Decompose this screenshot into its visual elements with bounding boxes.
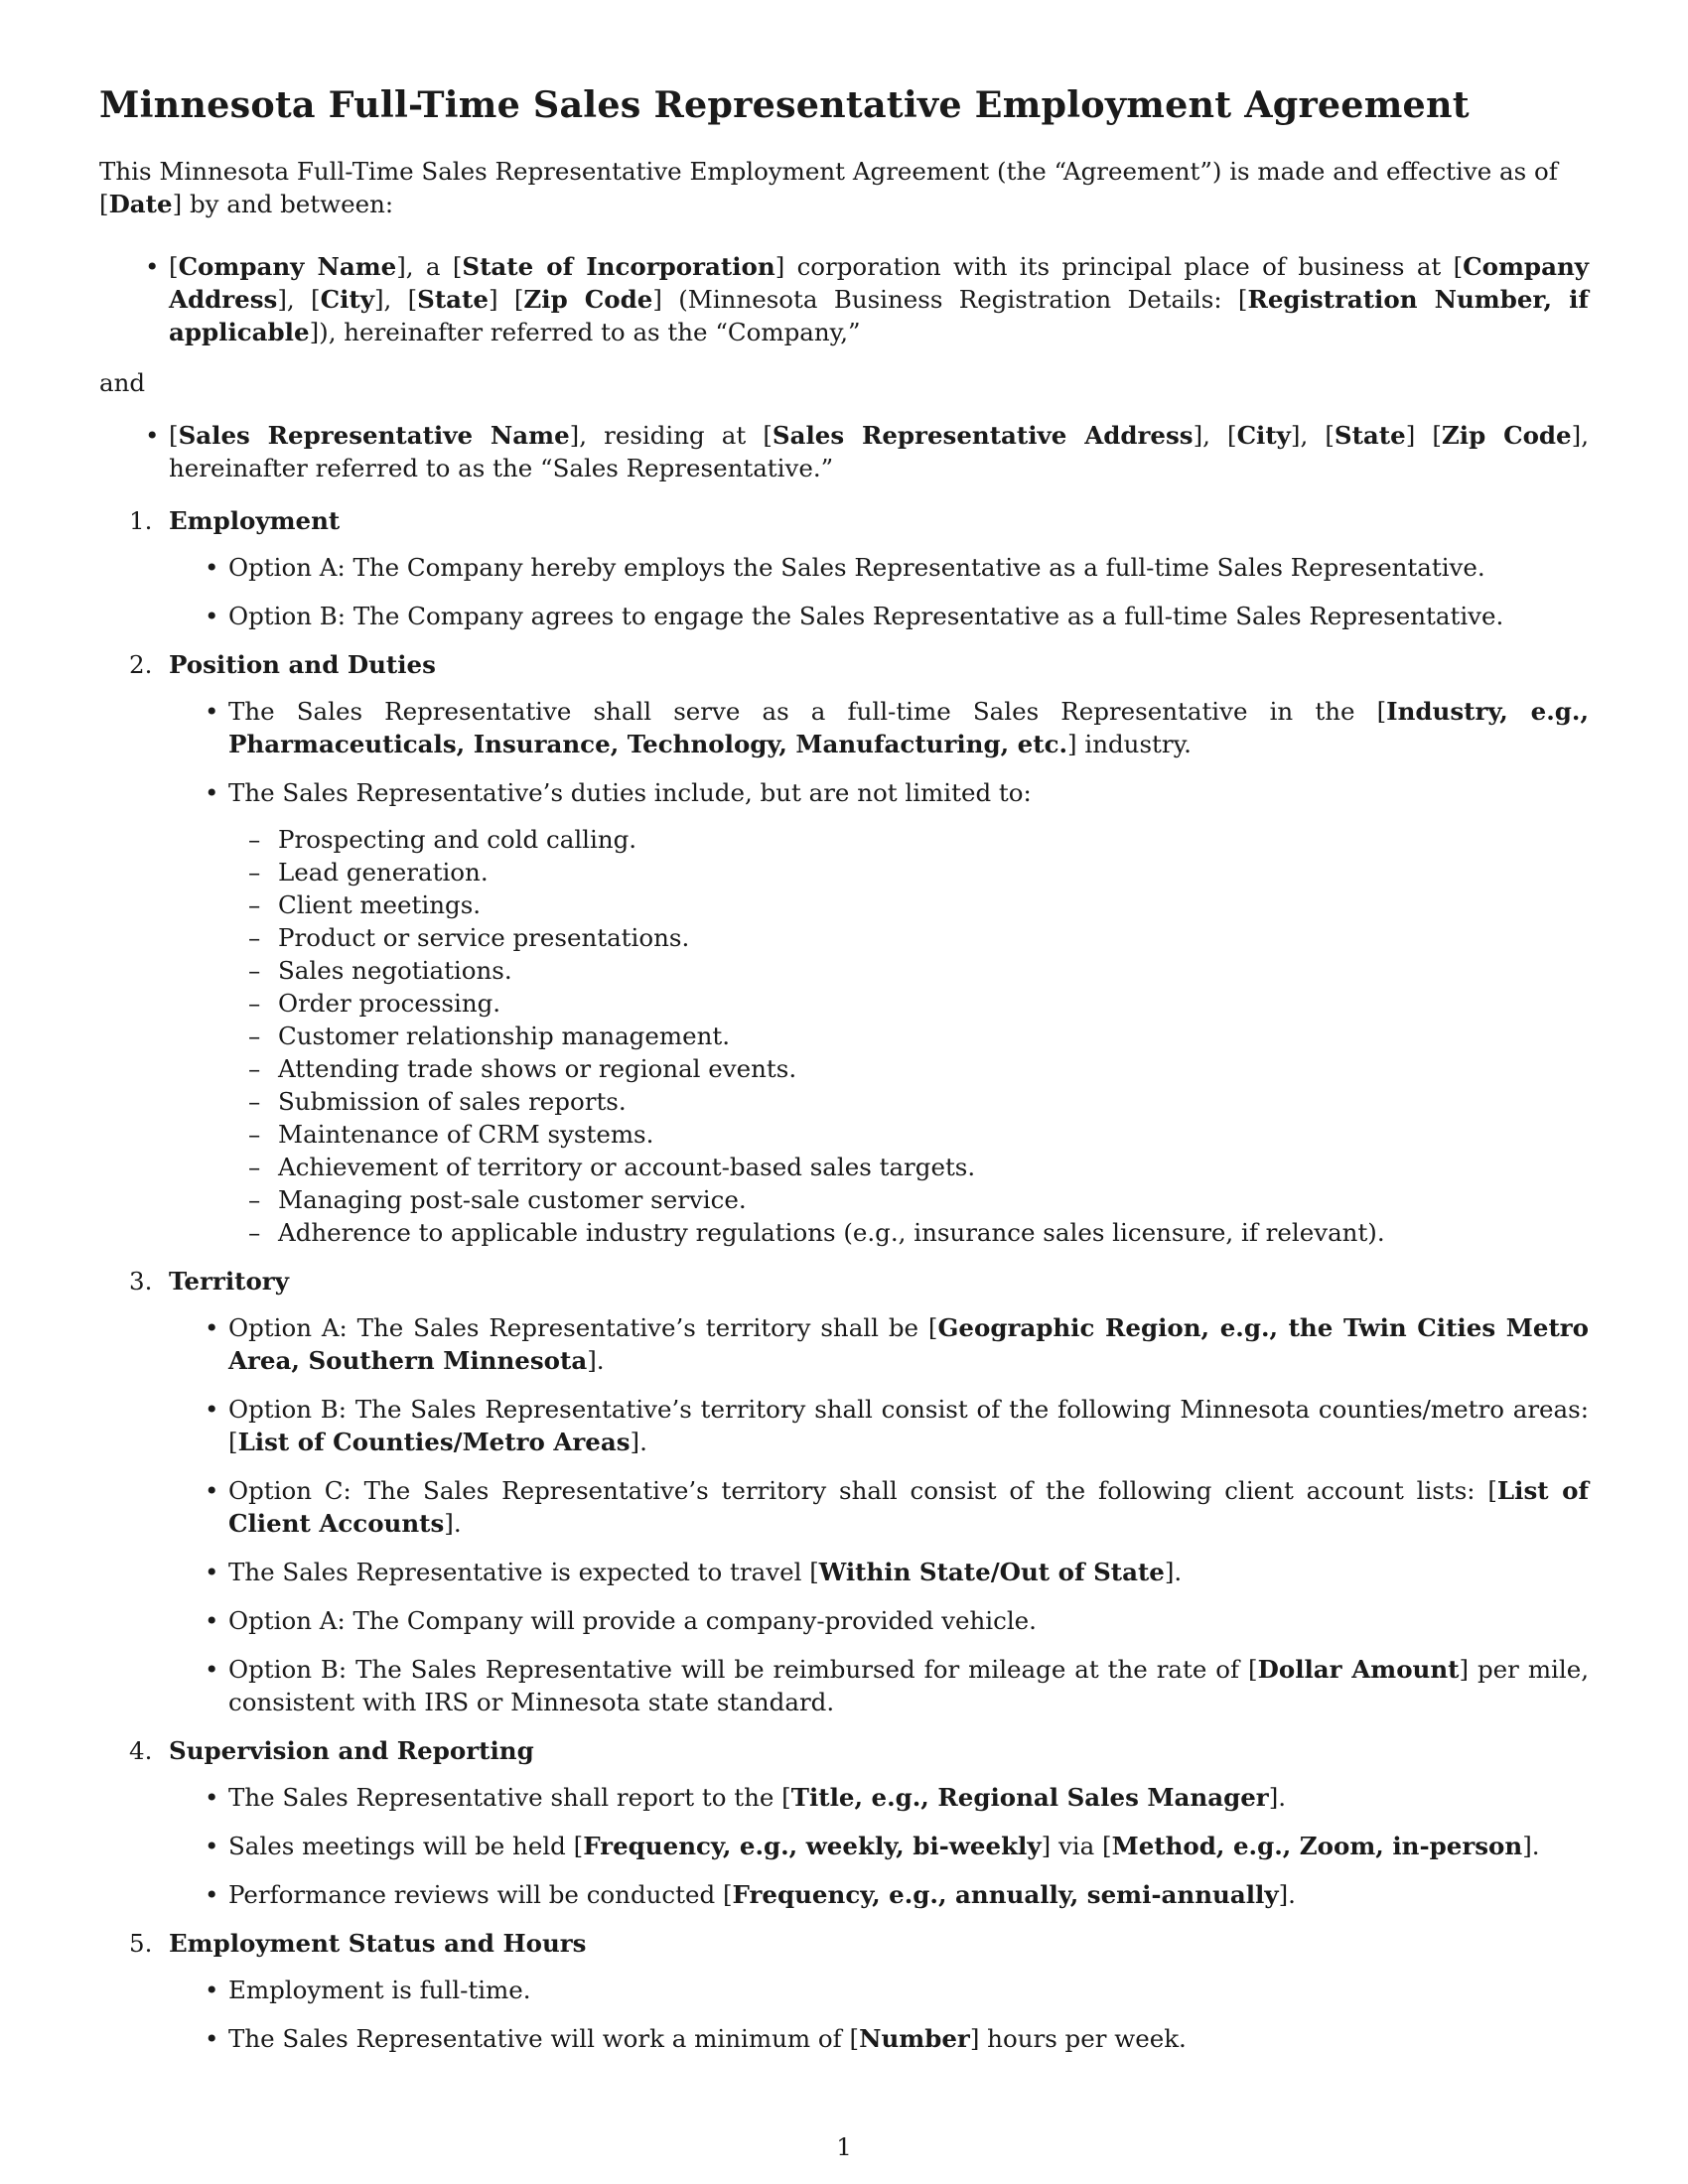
list-item	[205, 1604, 1589, 1637]
bullet: •	[205, 1654, 219, 1684]
section-supervision	[129, 1734, 1589, 1911]
text: Attending trade shows or regional events.	[278, 1053, 797, 1083]
text: The Sales Representative is expected to travel [	[228, 1557, 819, 1586]
date-placeholder: Date	[108, 189, 173, 218]
list-item	[205, 551, 1589, 584]
text: ].	[587, 1345, 605, 1375]
section-list	[99, 504, 1589, 2055]
company-name-placeholder: Company Name	[178, 251, 397, 281]
duty-item	[248, 1052, 1589, 1085]
bullet: •	[205, 552, 219, 582]
bullet: •	[205, 1975, 219, 2004]
duty-item	[248, 1118, 1589, 1151]
duty-item	[248, 888, 1589, 921]
text: ] industry.	[1067, 729, 1192, 758]
text: ], [	[1290, 420, 1335, 450]
text: Managing post-sale customer service.	[278, 1184, 747, 1214]
dash: –	[248, 1217, 261, 1247]
section-items	[169, 1781, 1589, 1911]
dash: –	[248, 1086, 261, 1116]
dash: –	[248, 1053, 261, 1083]
duty-item	[248, 1183, 1589, 1216]
city-placeholder: City	[320, 284, 374, 314]
text: ].	[1522, 1831, 1540, 1860]
list-item	[205, 776, 1589, 1249]
text: Client meetings.	[278, 889, 482, 919]
document-page	[99, 83, 1589, 2071]
text: Adherence to applicable industry regulations (e.g., insurance sales licensure, if relevant).	[278, 1217, 1385, 1247]
dash: –	[248, 988, 261, 1018]
bullet: •	[205, 1782, 219, 1812]
bullet: •	[205, 2023, 219, 2053]
section-number: 5.	[129, 1928, 153, 1958]
text: Performance reviews will be conducted [	[228, 1879, 733, 1909]
duty-item	[248, 823, 1589, 856]
company-party	[145, 250, 1589, 348]
text: Sales negotiations.	[278, 955, 512, 985]
section-items	[169, 1974, 1589, 2055]
list-item	[205, 600, 1589, 632]
list-item	[205, 695, 1589, 760]
client-accounts-placeholder: List of Client Accounts	[228, 1475, 1590, 1538]
title-placeholder: Title, e.g., Regional Sales Manager	[790, 1782, 1269, 1812]
list-item	[205, 1878, 1589, 1911]
section-title: Position and Duties	[169, 649, 436, 679]
counties-placeholder: List of Counties/Metro Areas	[237, 1427, 631, 1456]
section-items	[169, 551, 1589, 632]
text: ].	[1278, 1879, 1296, 1909]
duty-item	[248, 1085, 1589, 1118]
text: ] (Minnesota Business Registration Details: [	[652, 284, 1248, 314]
state-placeholder: State	[417, 284, 489, 314]
list-item	[205, 1311, 1590, 1377]
party-list-company	[99, 250, 1589, 348]
list-item	[205, 1556, 1589, 1588]
rep-name-placeholder: Sales Representative Name	[178, 420, 570, 450]
text: ].	[630, 1427, 647, 1456]
section-employment-status	[129, 1927, 1589, 2055]
section-title: Employment	[169, 505, 341, 535]
text: ] hours per week.	[969, 2023, 1187, 2053]
dash: –	[248, 955, 261, 985]
intro-text-end: ] by and between:	[172, 189, 394, 218]
text: ] [	[488, 284, 524, 314]
document-title: Minnesota Full-Time Sales Representative Employment Agreement	[99, 83, 1470, 126]
list-item	[205, 1653, 1590, 1718]
section-number: 4.	[129, 1735, 153, 1765]
hours-number-placeholder: Number	[859, 2023, 970, 2053]
text: The Sales Representative shall report to the [	[228, 1782, 791, 1812]
text: Maintenance of CRM systems.	[278, 1119, 654, 1149]
text: Option B: The Sales Representative’s territory shall consist of the following Minnesota counties/metro areas: [	[228, 1394, 1589, 1456]
duty-item	[248, 856, 1589, 888]
bullet: •	[205, 1475, 219, 1505]
list-item	[205, 2022, 1589, 2055]
list-item	[205, 1781, 1589, 1814]
text: Prospecting and cold calling.	[278, 824, 637, 854]
text: Submission of sales reports.	[278, 1086, 627, 1116]
text: Option B: The Sales Representative will be reimbursed for mileage at the rate of [	[228, 1654, 1258, 1684]
list-item	[205, 1974, 1589, 2006]
bullet: •	[205, 1394, 219, 1424]
registration-number-placeholder: Registration Number, if applicable	[169, 284, 1589, 346]
review-frequency-placeholder: Frequency, e.g., annually, semi-annually	[732, 1879, 1279, 1909]
bullet: •	[205, 1605, 219, 1635]
bullet: •	[145, 420, 160, 450]
text: Product or service presentations.	[278, 922, 690, 952]
company-address-placeholder: Company Address	[169, 251, 1589, 314]
geographic-region-placeholder: Geographic Region, e.g., the Twin Cities Metro Area, Southern Minnesota	[228, 1312, 1590, 1375]
dash: –	[248, 922, 261, 952]
text: ].	[1164, 1557, 1183, 1586]
text: Sales meetings will be held [	[228, 1831, 584, 1860]
item-text: Option B: The Company agrees to engage the Sales Representative as a full-time Sales Representative.	[228, 601, 1504, 630]
text: [	[169, 251, 179, 281]
text: Option C: The Sales Representative’s territory shall consist of the following client account lists: [	[228, 1475, 1497, 1505]
dollar-amount-placeholder: Dollar Amount	[1257, 1654, 1460, 1684]
zip-code-placeholder: Zip Code	[1441, 420, 1572, 450]
text: [	[169, 420, 179, 450]
text: ], [	[1193, 420, 1237, 450]
bullet: •	[205, 1557, 219, 1586]
section-position-duties	[129, 648, 1589, 1249]
duties-list	[228, 823, 1589, 1249]
text: ] corporation with its principal place of business at [	[774, 251, 1464, 281]
section-title: Employment Status and Hours	[169, 1928, 587, 1958]
bullet: •	[205, 1879, 219, 1909]
list-item	[205, 1393, 1589, 1458]
bullet: •	[205, 1831, 219, 1860]
rep-address-placeholder: Sales Representative Address	[772, 420, 1194, 450]
item-text: The Sales Representative’s duties include, but are not limited to:	[228, 777, 1032, 807]
text: The Sales Representative shall serve as a full-time Sales Representative in the [	[228, 696, 1387, 726]
text: ], a [	[396, 251, 463, 281]
bullet: •	[145, 251, 160, 281]
item-text: Option A: The Company will provide a company-provided vehicle.	[228, 1605, 1037, 1635]
text: ]), hereinafter referred to as the “Company,”	[309, 317, 861, 346]
bullet: •	[205, 696, 219, 726]
page-number: 1	[836, 2132, 852, 2161]
section-employment	[129, 504, 1589, 632]
section-number: 1.	[129, 505, 153, 535]
text: ], [	[373, 284, 418, 314]
dash: –	[248, 889, 261, 919]
section-number: 3.	[129, 1266, 153, 1296]
duty-item	[248, 954, 1589, 987]
text: ] per mile, consistent with IRS or Minnesota state standard.	[228, 1654, 1590, 1716]
item-text: Option A: The Company hereby employs the Sales Representative as a full-time Sales Representative.	[228, 552, 1485, 582]
travel-scope-placeholder: Within State/Out of State	[818, 1557, 1165, 1586]
meeting-frequency-placeholder: Frequency, e.g., weekly, bi-weekly	[583, 1831, 1042, 1860]
text: Lead generation.	[278, 857, 489, 887]
text: Order processing.	[278, 988, 501, 1018]
dash: –	[248, 1021, 261, 1050]
party-list-rep	[99, 419, 1589, 484]
dash: –	[248, 1152, 261, 1181]
item-text: Employment is full-time.	[228, 1975, 531, 2004]
bullet: •	[205, 601, 219, 630]
text: ].	[1268, 1782, 1287, 1812]
dash: –	[248, 824, 261, 854]
text: Option A: The Sales Representative’s territory shall be [	[228, 1312, 938, 1342]
duty-item	[248, 987, 1589, 1020]
rep-party	[145, 419, 1589, 484]
city-placeholder: City	[1236, 420, 1291, 450]
dash: –	[248, 1119, 261, 1149]
section-items	[169, 695, 1589, 1249]
list-item	[205, 1830, 1589, 1862]
dash: –	[248, 1184, 261, 1214]
section-number: 2.	[129, 649, 153, 679]
section-title: Territory	[169, 1266, 289, 1296]
text: ], residing at [	[569, 420, 773, 450]
bullet: •	[205, 777, 219, 807]
text: Customer relationship management.	[278, 1021, 730, 1050]
duty-item	[248, 921, 1589, 954]
section-territory	[129, 1265, 1590, 1718]
state-of-incorporation-placeholder: State of Incorporation	[462, 251, 775, 281]
duty-item	[248, 1020, 1589, 1052]
dash: –	[248, 857, 261, 887]
text: The Sales Representative will work a minimum of [	[228, 2023, 860, 2053]
duty-item	[248, 1216, 1589, 1249]
intro-text: This Minnesota Full-Time Sales Representative Employment Agreement (the “Agreement”) is made and effective as of [	[99, 156, 1558, 218]
bullet: •	[205, 1312, 219, 1342]
text: ], [	[277, 284, 321, 314]
intro-paragraph	[99, 155, 1589, 220]
list-item	[205, 1474, 1590, 1540]
state-placeholder: State	[1334, 420, 1406, 450]
industry-placeholder: Industry, e.g., Pharmaceuticals, Insurance, Technology, Manufacturing, etc.	[228, 696, 1589, 758]
duty-item	[248, 1151, 1589, 1183]
section-items	[169, 1311, 1589, 1718]
section-title: Supervision and Reporting	[169, 1735, 534, 1765]
text: Achievement of territory or account-based sales targets.	[278, 1152, 976, 1181]
and-connector: and	[99, 367, 146, 397]
meeting-method-placeholder: Method, e.g., Zoom, in-person	[1111, 1831, 1523, 1860]
text: ] [	[1405, 420, 1442, 450]
text: ].	[444, 1508, 462, 1538]
zip-code-placeholder: Zip Code	[523, 284, 653, 314]
text: ] via [	[1041, 1831, 1112, 1860]
text: ], hereinafter referred to as the “Sales Representative.”	[169, 420, 1589, 482]
